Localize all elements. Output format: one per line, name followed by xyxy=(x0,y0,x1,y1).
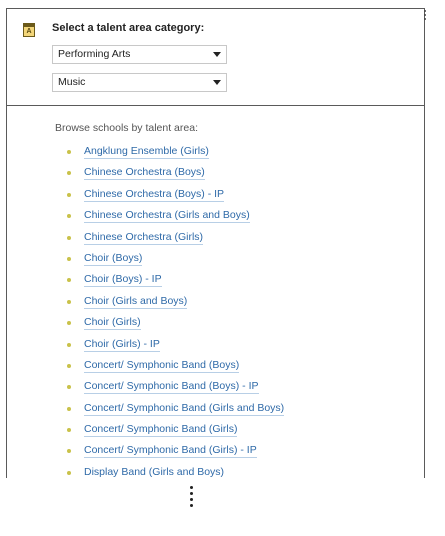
category-prompt: Select a talent area category: xyxy=(52,22,205,34)
list-item xyxy=(7,295,424,316)
list-item xyxy=(7,402,424,423)
chevron-down-icon xyxy=(213,52,221,57)
more-options-icon[interactable] xyxy=(424,10,428,22)
talent-area-panel xyxy=(6,8,425,478)
list-item xyxy=(7,316,424,337)
more-vertical-icon[interactable] xyxy=(190,486,193,510)
school-link[interactable]: Concert/ Symphonic Band (Girls) - IP xyxy=(84,444,257,457)
category-selector-header xyxy=(7,9,424,106)
school-link[interactable]: Concert/ Symphonic Band (Girls) xyxy=(84,423,238,436)
list-item xyxy=(7,252,424,273)
school-link[interactable]: Concert/ Symphonic Band (Boys) - IP xyxy=(84,380,259,393)
school-link[interactable]: Chinese Orchestra (Boys) xyxy=(84,166,205,179)
list-item xyxy=(7,338,424,359)
bullet-icon xyxy=(67,364,71,368)
bullet-icon xyxy=(67,449,71,453)
bullet-icon xyxy=(67,343,71,347)
list-item xyxy=(7,166,424,187)
school-link[interactable]: Concert/ Symphonic Band (Boys) xyxy=(84,358,240,371)
list-item xyxy=(7,380,424,401)
list-item xyxy=(7,466,424,478)
school-link[interactable]: Chinese Orchestra (Girls and Boys) xyxy=(84,209,250,222)
list-item xyxy=(7,231,424,252)
school-link[interactable]: Choir (Boys) - IP xyxy=(84,273,162,286)
bullet-icon xyxy=(67,471,71,475)
school-link[interactable]: Concert/ Symphonic Band (Girls and Boys) xyxy=(84,401,285,414)
subcategory-select-value: Music xyxy=(58,76,86,88)
bullet-icon xyxy=(67,257,71,261)
bullet-icon xyxy=(67,193,71,197)
school-link[interactable]: Display Band (Girls and Boys) xyxy=(84,465,225,478)
bullet-icon xyxy=(67,407,71,411)
bullet-icon xyxy=(67,171,71,175)
list-item xyxy=(7,273,424,294)
list-item xyxy=(7,423,424,444)
school-link[interactable]: Choir (Girls) - IP xyxy=(84,337,160,350)
list-item xyxy=(7,359,424,380)
list-item xyxy=(7,188,424,209)
school-list xyxy=(7,145,424,478)
chevron-down-icon xyxy=(213,80,221,85)
school-link[interactable]: Choir (Girls) xyxy=(84,316,141,329)
subcategory-select[interactable] xyxy=(52,73,227,92)
bullet-icon xyxy=(67,150,71,154)
bullet-icon xyxy=(67,321,71,325)
category-select[interactable] xyxy=(52,45,227,64)
bullet-icon xyxy=(67,428,71,432)
bullet-icon xyxy=(67,214,71,218)
school-link[interactable]: Chinese Orchestra (Boys) - IP xyxy=(84,187,225,200)
school-link[interactable]: Choir (Girls and Boys) xyxy=(84,294,188,307)
browse-label: Browse schools by talent area: xyxy=(55,122,198,134)
school-link[interactable]: Angklung Ensemble (Girls) xyxy=(84,145,209,157)
category-icon xyxy=(23,23,35,37)
bullet-icon xyxy=(67,278,71,282)
bullet-icon xyxy=(67,300,71,304)
list-item xyxy=(7,145,424,166)
list-item xyxy=(7,209,424,230)
bullet-icon xyxy=(67,385,71,389)
category-select-value: Performing Arts xyxy=(58,48,131,60)
list-item xyxy=(7,444,424,465)
school-link[interactable]: Chinese Orchestra (Girls) xyxy=(84,230,204,243)
bullet-icon xyxy=(67,236,71,240)
school-link[interactable]: Choir (Boys) xyxy=(84,251,143,264)
category-icon-label: A xyxy=(26,28,32,35)
